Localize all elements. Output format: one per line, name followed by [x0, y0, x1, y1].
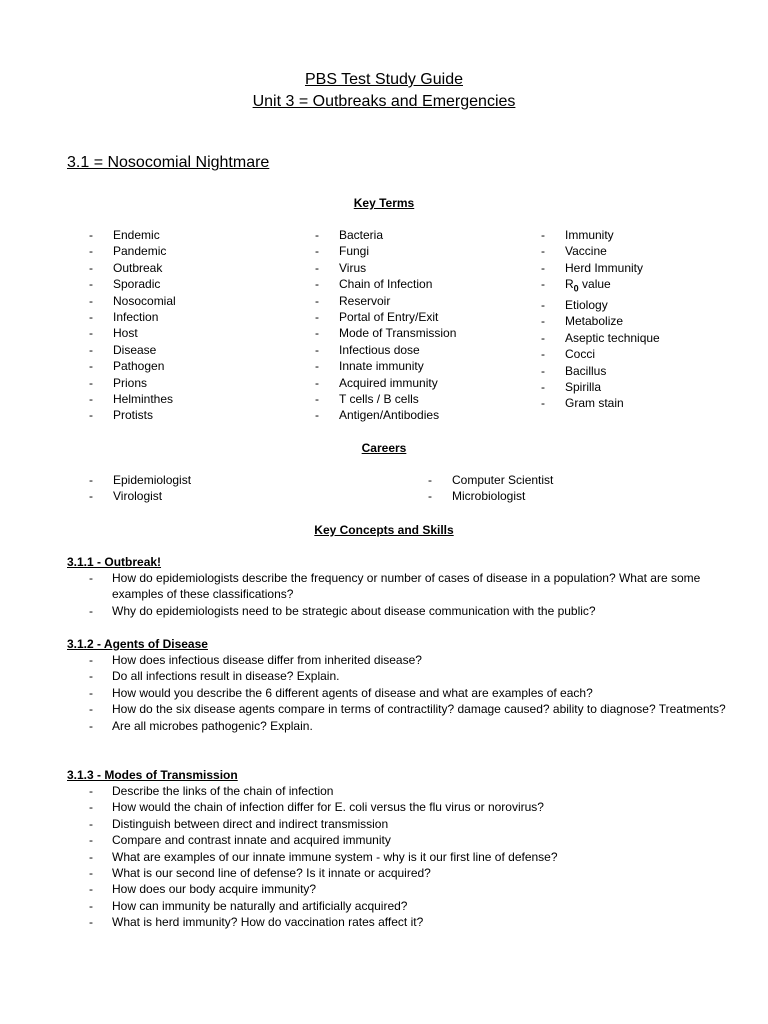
list-item: - Compare and contrast innate and acquired immunity [67, 832, 752, 848]
question-list [67, 652, 752, 734]
term-item: - Metabolize [541, 313, 660, 329]
section-heading: 3.1 = Nosocomial Nightmare [67, 154, 270, 171]
list-item: - Microbiologist [428, 488, 553, 504]
term-item: - Etiology [541, 297, 660, 313]
list-item: - How would you describe the 6 different agents of disease and what are examples of each? [67, 685, 752, 701]
list-item: - Virologist [89, 488, 191, 504]
list-item: - Are all microbes pathogenic? Explain. [67, 718, 752, 734]
list-item: - Pandemic [89, 243, 176, 259]
list-item: - T cells / B cells [315, 391, 456, 407]
list-item: - Sporadic [89, 276, 176, 292]
topic-title: 3.1.3 - Modes of Transmission [67, 768, 238, 782]
topic-3-1-2 [67, 636, 752, 734]
list-item: - Do all infections result in disease? Explain. [67, 668, 752, 684]
topic-title: 3.1.1 - Outbreak! [67, 555, 162, 569]
list-item: - Computer Scientist [428, 472, 553, 488]
list-item: - Virus [315, 260, 456, 276]
list-item: - Portal of Entry/Exit [315, 309, 456, 325]
title-line-1: PBS Test Study Guide [304, 71, 463, 88]
question-list [67, 783, 752, 931]
document-title [0, 69, 768, 113]
topic-title: 3.1.2 - Agents of Disease [67, 637, 208, 651]
term-item [541, 276, 660, 297]
term-item: - Immunity [541, 227, 660, 243]
list-item: - Fungi [315, 243, 456, 259]
list-item: - How would the chain of infection differ for E. coli versus the flu virus or norovirus? [67, 799, 752, 815]
list-item: - How does infectious disease differ from inherited disease? [67, 652, 752, 668]
list-item: - What are examples of our innate immune system - why is it our first line of defense? [67, 849, 752, 865]
list-item: - How does our body acquire immunity? [67, 881, 752, 897]
list-item: - How do the six disease agents compare in terms of contractility? damage caused? ability to diagnose? Treatments? [67, 701, 752, 717]
list-item: - Distinguish between direct and indirect transmission [67, 816, 752, 832]
key-terms-heading: Key Terms [353, 196, 415, 210]
list-item: - Helminthes [89, 391, 176, 407]
list-item: - Disease [89, 342, 176, 358]
list-item: - Bacteria [315, 227, 456, 243]
list-item: - What is our second line of defense? Is it innate or acquired? [67, 865, 752, 881]
list-item: - Outbreak [89, 260, 176, 276]
term-item: - Gram stain [541, 395, 660, 411]
r-letter: R [565, 277, 574, 292]
term-item: - Cocci [541, 346, 660, 362]
title-line-2: Unit 3 = Outbreaks and Emergencies [252, 93, 516, 110]
list-item: - How can immunity be naturally and artificially acquired? [67, 898, 752, 914]
term-item: - Aseptic technique [541, 330, 660, 346]
term-item: - Vaccine [541, 243, 660, 259]
careers-heading: Careers [361, 441, 407, 455]
careers-column-1 [89, 472, 191, 505]
r-subscript: 0 [573, 283, 579, 294]
list-item: - What is herd immunity? How do vaccination rates affect it? [67, 914, 752, 930]
key-terms-column-3 [541, 227, 660, 412]
list-item: - Host [89, 325, 176, 341]
list-item: - Epidemiologist [89, 472, 191, 488]
careers-column-2 [428, 472, 553, 505]
list-item: - Protists [89, 407, 176, 423]
topic-3-1-1 [67, 554, 752, 619]
question-list [67, 570, 752, 619]
key-terms-column-1 [89, 227, 176, 424]
list-item: - Endemic [89, 227, 176, 243]
topic-3-1-3 [67, 767, 752, 931]
list-item: - Nosocomial [89, 293, 176, 309]
list-item: - Describe the links of the chain of infection [67, 783, 752, 799]
r-value-suffix: value [578, 277, 611, 292]
list-item: - Antigen/Antibodies [315, 407, 456, 423]
list-item: - Prions [89, 375, 176, 391]
list-item: - Chain of Infection [315, 276, 456, 292]
key-terms-column-2 [315, 227, 456, 424]
list-item: - Innate immunity [315, 358, 456, 374]
key-concepts-heading: Key Concepts and Skills [314, 523, 454, 537]
list-item: - Infectious dose [315, 342, 456, 358]
list-item: - Pathogen [89, 358, 176, 374]
term-item: - Bacillus [541, 363, 660, 379]
list-item: - Infection [89, 309, 176, 325]
list-item: - How do epidemiologists describe the frequency or number of cases of disease in a population? What are some examples of these classifications? [67, 570, 752, 603]
list-item: - Why do epidemiologists need to be strategic about disease communication with the public? [67, 603, 752, 619]
list-item: - Acquired immunity [315, 375, 456, 391]
term-item: - Herd Immunity [541, 260, 660, 276]
list-item: - Reservoir [315, 293, 456, 309]
list-item: - Mode of Transmission [315, 325, 456, 341]
term-item: - Spirilla [541, 379, 660, 395]
